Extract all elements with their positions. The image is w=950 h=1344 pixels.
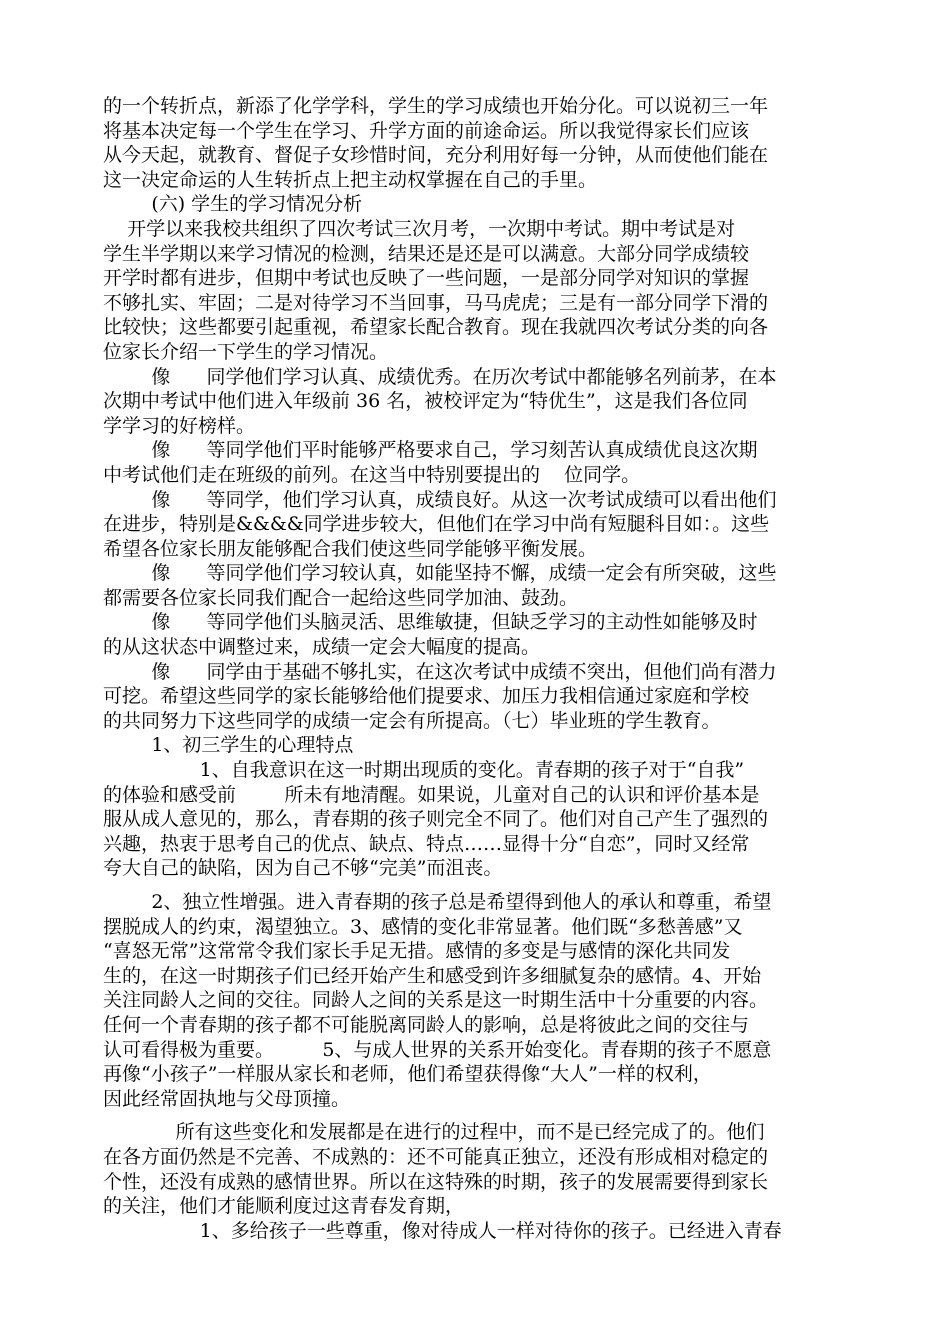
text-line: 学生半学期以来学习情况的检测，结果还是还是可以满意。大部分同学成绩较 [103,242,750,265]
text-line: 兴趣，热衷于思考自己的优点、缺点、特点……显得十分“自恋”，同时又经常 [103,832,750,855]
text-line: 2、独立性增强。进入青春期的孩子总是希望得到他人的承认和尊重，希望 [103,891,772,913]
text-line: 像 等同学他们平时能够严格要求自己，学习刻苦认真成绩优良这次期 [103,439,758,462]
section-heading-7-line: 的共同努力下这些同学的成绩一定会有所提高。（七）毕业班的学生教育。 [103,709,721,732]
text-line: 次期中考试中他们进入年级前 36 名，被校评定为“特优生”，这是我们各位同 [103,390,748,413]
text-line: 认可看得极为重要。 5、与成人世界的关系开始变化。青春期的孩子不愿意 [103,1038,772,1061]
text-line: 开学以来我校共组织了四次考试三次月考，一次期中考试。期中考试是对 [103,217,736,240]
text-line: 夸大自己的缺陷，因为自己不够“完美”而沮丧。 [103,857,503,880]
document-body [103,94,860,1243]
text-line: 在各方面仍然是不完善、不成熟的：还不可能真正独立，还没有形成相对稳定的 [103,1145,769,1168]
text-line: 这一决定命运的人生转折点上把主动权掌握在自己的手里。 [103,168,598,191]
text-line: 希望各位家长朋友能够配合我们使这些同学能够平衡发展。 [103,537,598,560]
text-line: 开学时都有进步，但期中考试也反映了一些问题，一是部分同学对知识的掌握 [103,267,750,290]
text-line: 再像“小孩子”一样服从家长和老师，他们希望获得像“大人”一样的权利， [103,1063,712,1086]
text-line: 从今天起，就教育、督促子女珍惜时间，充分利用好每一分钟，从而使他们能在 [103,144,769,167]
text-line: 不够扎实、牢固；二是对待学习不当回事，马马虎虎；三是有一部分同学下滑的 [103,291,769,314]
text-line: 的从这状态中调整过来，成绩一定会大幅度的提高。 [103,636,541,659]
text-line: 比较快；这些都要引起重视，希望家长配合教育。现在我就四次考试分类的向各 [103,316,769,339]
text-line: 因此经常固执地与父母顶撞。 [103,1087,351,1110]
text-line: 个性，还没有成熟的感情世界。所以在这特殊的时期，孩子的发展需要得到家长 [103,1170,769,1193]
subheading-psychology: 1、初三学生的心理特点 [103,734,354,757]
text-line: 1、多给孩子一些尊重，像对待成人一样对待你的孩子。已经进入青春 [103,1219,782,1242]
text-line: 将基本决定每一个学生在学习、升学方面的前途命运。所以我觉得家长们应该 [103,119,750,142]
text-line: 像 等同学他们学习较认真，如能坚持不懈，成绩一定会有所突破，这些 [103,562,777,585]
text-line: 学学习的好榜样。 [103,414,256,437]
text-line: 的体验和感受前 所未有地清醒。如果说，儿童对自己的认识和评价基本是 [103,783,760,806]
text-line: 像 同学由于基础不够扎实，在这次考试中成绩不突出，但他们尚有潜力 [103,660,777,683]
text-line: 生的，在这一时期孩子们已经开始产生和感受到许多细腻复杂的感情。4、开始 [103,964,762,987]
text-line: 所有这些变化和发展都是在进行的过程中，而不是已经完成了的。他们 [103,1121,765,1144]
text-line: 在进步，特别是&&&&同学进步较大，但他们在学习中尚有短腿科目如：。这些 [103,513,770,536]
text-line: 像 等同学他们头脑灵活、思维敏捷，但缺乏学习的主动性如能够及时 [103,611,758,634]
text-line: 位家长介绍一下学生的学习情况。 [103,340,389,363]
section-heading-6: (六) 学生的学习情况分析 [103,193,363,216]
text-line: 1、自我意识在这一时期出现质的变化。青春期的孩子对于“自我” [103,759,745,782]
text-line: 服从成人意见的，那么，青春期的孩子则完全不同了。他们对自己产生了强烈的 [103,808,769,831]
text-line: 像 等同学，他们学习认真，成绩良好。从这一次考试成绩可以看出他们 [103,488,777,511]
text-line: 像 同学他们学习认真、成绩优秀。在历次考试中都能够名列前茅，在本 [103,365,777,388]
text-line: 摆脱成人的约束，渴望独立。3、感情的变化非常显著。他们既“多愁善感”又 [103,915,743,938]
text-line: 的关注，他们才能顺利度过这青春发育期， [103,1195,465,1218]
text-line: 关注同龄人之间的交往。同龄人之间的关系是这一时期生活中十分重要的内容。 [103,989,769,1012]
text-line: 都需要各位家长同我们配合一起给这些同学加油、鼓劲。 [103,586,579,609]
text-line: “喜怒无常”这常常令我们家长手足无措。感情的多变是与感情的深化共同发 [103,940,731,963]
text-line: 可挖。希望这些同学的家长能够给他们提要求、加压力我相信通过家庭和学校 [103,685,750,708]
text-line: 任何一个青春期的孩子都不可能脱离同龄人的影响，总是将彼此之间的交往与 [103,1013,750,1036]
text-line: 的一个转折点，新添了化学学科，学生的学习成绩也开始分化。可以说初三一年 [103,95,769,117]
text-line: 中考试他们走在班级的前列。在这当中特别要提出的 位同学。 [103,463,641,486]
